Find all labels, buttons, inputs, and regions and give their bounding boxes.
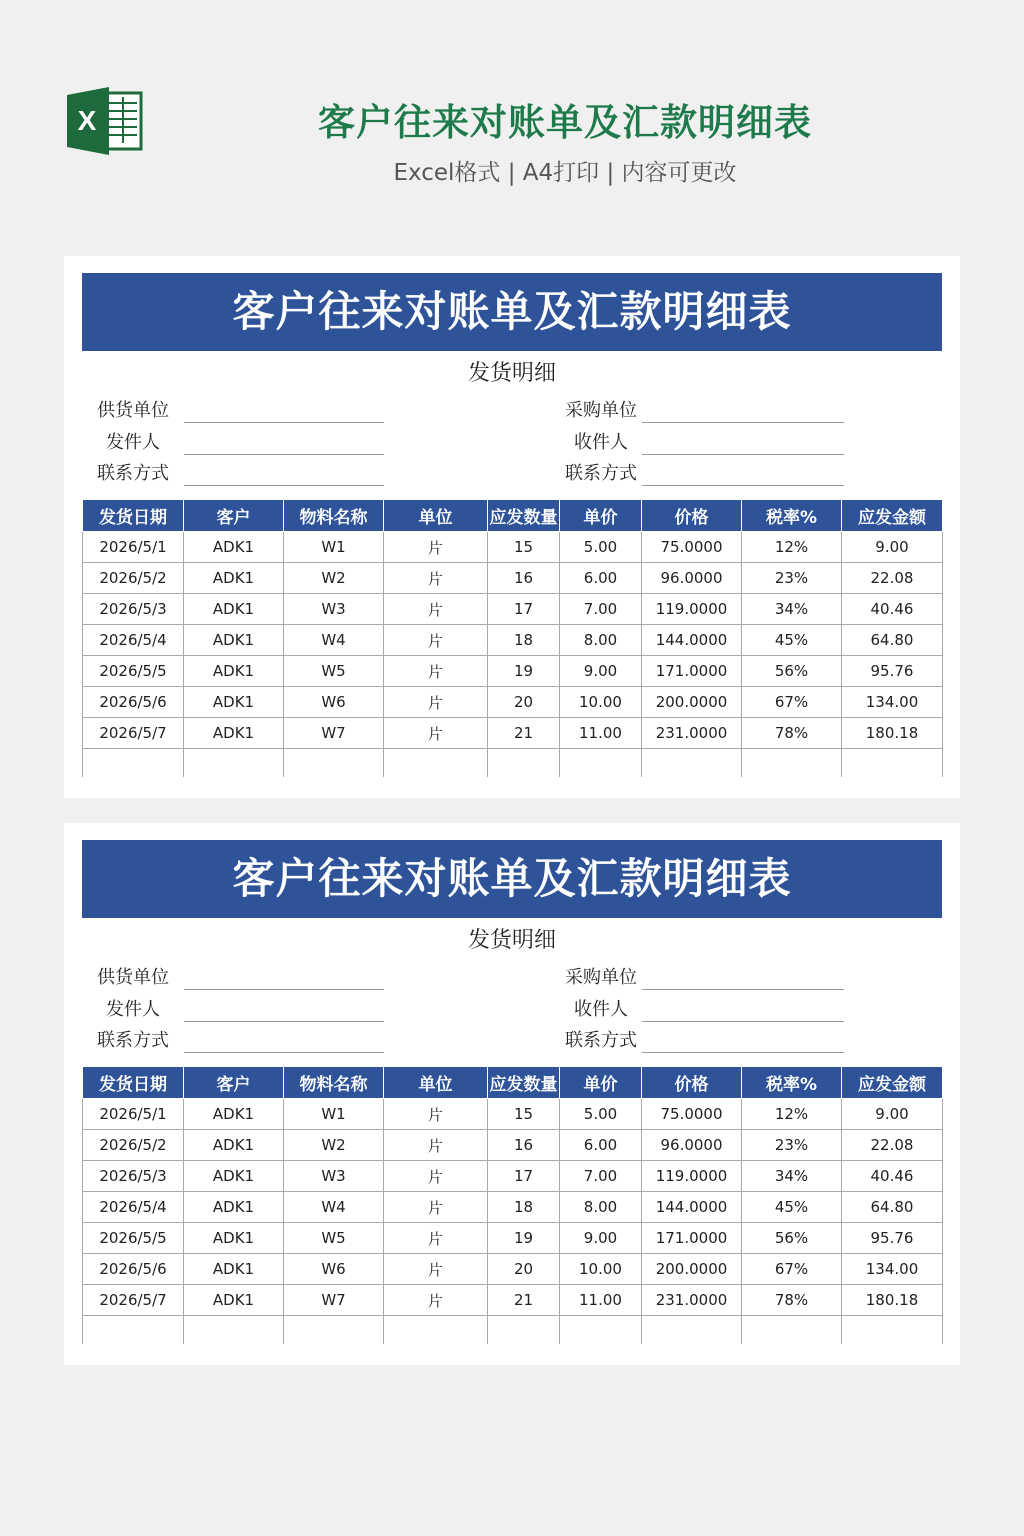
table-cell[interactable]: W6 [284,1254,384,1285]
table-cell[interactable]: 片 [384,656,488,687]
table-row-empty [83,749,943,778]
table-cell[interactable]: W4 [284,625,384,656]
table-row [83,532,943,563]
column-header: 单价 [560,500,642,532]
table-cell[interactable]: 片 [384,1161,488,1192]
table-row [83,718,943,749]
table-cell[interactable]: 片 [384,1099,488,1130]
table-cell[interactable]: W3 [284,594,384,625]
left-field-label: 联系方式 [97,1030,169,1051]
table-cell[interactable]: 16 [488,1130,560,1161]
table-cell[interactable]: 8.00 [560,1192,642,1223]
table-row [83,563,943,594]
table-cell[interactable]: 23% [742,563,842,594]
table-cell[interactable]: 2026/5/3 [83,594,184,625]
table-cell[interactable]: 2026/5/1 [83,1099,184,1130]
table-cell[interactable]: 2026/5/4 [83,1192,184,1223]
table-cell[interactable]: ADK1 [184,625,284,656]
table-cell[interactable] [384,749,488,778]
table-cell[interactable]: 片 [384,1223,488,1254]
table-cell[interactable] [560,1316,642,1345]
excel-logo-letter: X [77,105,97,136]
table-row [83,1130,943,1161]
table-cell[interactable]: 7.00 [560,594,642,625]
table-cell[interactable]: 67% [742,1254,842,1285]
table-cell[interactable]: 11.00 [560,718,642,749]
table-cell[interactable]: 23% [742,1130,842,1161]
table-cell[interactable]: 15 [488,1099,560,1130]
table-cell[interactable] [184,749,284,778]
right-field-input[interactable] [642,422,844,423]
table-cell[interactable]: 18 [488,625,560,656]
table-cell[interactable]: 片 [384,1130,488,1161]
table-cell[interactable]: 45% [742,625,842,656]
table-cell[interactable]: 134.00 [842,687,943,718]
table-cell[interactable]: 片 [384,687,488,718]
table-cell[interactable]: 2026/5/2 [83,1130,184,1161]
table-cell[interactable]: 5.00 [560,532,642,563]
table-cell[interactable]: 12% [742,1099,842,1130]
table-cell[interactable]: 6.00 [560,1130,642,1161]
column-header: 应发金额 [842,500,943,532]
table-cell[interactable]: 片 [384,1285,488,1316]
column-header: 物料名称 [284,500,384,532]
table-cell[interactable]: 2026/5/2 [83,563,184,594]
table-cell[interactable] [560,749,642,778]
table-cell[interactable]: 9.00 [842,532,943,563]
left-field-input[interactable] [184,1021,384,1022]
table-cell[interactable]: 231.0000 [642,1285,742,1316]
column-header: 税率% [742,500,842,532]
left-field-label: 供货单位 [97,967,169,988]
table-row [83,1192,943,1223]
section-title: 发货明细 [467,928,556,953]
table-cell[interactable]: W5 [284,1223,384,1254]
table-cell[interactable]: 片 [384,1254,488,1285]
table-cell[interactable] [842,749,943,778]
table-cell[interactable]: 180.18 [842,718,943,749]
column-header: 客户 [184,1067,284,1099]
table-cell[interactable] [488,1316,560,1345]
table-cell[interactable]: 18 [488,1192,560,1223]
table-cell[interactable]: 片 [384,563,488,594]
table-cell[interactable]: 片 [384,594,488,625]
table-cell[interactable]: 17 [488,594,560,625]
column-header: 应发数量 [488,500,560,532]
table-cell[interactable]: 6.00 [560,563,642,594]
table-cell[interactable]: W1 [284,532,384,563]
right-field-label: 收件人 [574,999,628,1020]
table-cell[interactable]: 144.0000 [642,625,742,656]
table-cell[interactable]: 8.00 [560,625,642,656]
table-cell[interactable]: 2026/5/1 [83,532,184,563]
table-cell[interactable]: ADK1 [184,1130,284,1161]
table-cell[interactable]: 16 [488,563,560,594]
right-field-label: 采购单位 [565,400,637,421]
column-header: 发货日期 [83,500,184,532]
table-cell[interactable]: 21 [488,1285,560,1316]
table-cell[interactable]: 180.18 [842,1285,943,1316]
table-cell[interactable]: W7 [284,1285,384,1316]
table-cell[interactable]: ADK1 [184,563,284,594]
table-cell[interactable]: ADK1 [184,1223,284,1254]
table-row-empty [83,1316,943,1345]
sheet-card [64,256,960,798]
left-field-input[interactable] [184,454,384,455]
table-cell[interactable]: 12% [742,532,842,563]
sheet-card [64,823,960,1365]
table-cell[interactable]: 75.0000 [642,1099,742,1130]
table-cell[interactable] [642,749,742,778]
table-cell[interactable]: 2026/5/7 [83,718,184,749]
column-header: 单位 [384,1067,488,1099]
page-header [0,0,1024,230]
table-cell[interactable]: ADK1 [184,1192,284,1223]
table-cell[interactable]: ADK1 [184,718,284,749]
left-field-input[interactable] [184,1052,384,1053]
table-cell[interactable]: 78% [742,1285,842,1316]
right-field-input[interactable] [642,989,844,990]
left-field-label: 发件人 [106,999,160,1020]
left-field-input[interactable] [184,422,384,423]
table-cell[interactable] [284,1316,384,1345]
table-cell[interactable] [642,1316,742,1345]
table-cell[interactable]: 34% [742,594,842,625]
table-cell[interactable]: 144.0000 [642,1192,742,1223]
table-cell[interactable]: 64.80 [842,625,943,656]
table-cell[interactable]: ADK1 [184,1254,284,1285]
column-header: 发货日期 [83,1067,184,1099]
table-cell[interactable]: 10.00 [560,687,642,718]
right-field-label: 联系方式 [565,463,637,484]
table-cell[interactable]: 96.0000 [642,563,742,594]
table-cell[interactable]: W2 [284,563,384,594]
table-cell[interactable]: 95.76 [842,1223,943,1254]
column-header: 应发数量 [488,1067,560,1099]
table-cell[interactable]: 片 [384,625,488,656]
table-cell[interactable]: ADK1 [184,594,284,625]
table-cell[interactable]: ADK1 [184,687,284,718]
right-field-input[interactable] [642,454,844,455]
table-cell[interactable]: 片 [384,532,488,563]
table-cell[interactable]: 56% [742,656,842,687]
table-row [83,1254,943,1285]
right-field-input[interactable] [642,1052,844,1053]
table-cell[interactable]: 64.80 [842,1192,943,1223]
table-cell[interactable]: 17 [488,1161,560,1192]
table-cell[interactable]: 2026/5/6 [83,1254,184,1285]
left-field-label: 联系方式 [97,463,169,484]
shipment-table [82,1066,943,1344]
table-cell[interactable]: 片 [384,718,488,749]
table-cell[interactable] [488,749,560,778]
table-cell[interactable]: 96.0000 [642,1130,742,1161]
table-cell[interactable]: 7.00 [560,1161,642,1192]
table-cell[interactable]: 10.00 [560,1254,642,1285]
table-cell[interactable]: 75.0000 [642,532,742,563]
table-cell[interactable]: 5.00 [560,1099,642,1130]
left-field-input[interactable] [184,989,384,990]
table-header-row [83,500,943,532]
column-header: 单位 [384,500,488,532]
table-cell[interactable]: 171.0000 [642,1223,742,1254]
table-header-row [83,1067,943,1099]
right-field-label: 采购单位 [565,967,637,988]
table-row [83,1285,943,1316]
table-cell[interactable] [83,749,184,778]
table-cell[interactable]: 19 [488,1223,560,1254]
table-cell[interactable]: 200.0000 [642,1254,742,1285]
table-cell[interactable]: 11.00 [560,1285,642,1316]
table-cell[interactable] [184,1316,284,1345]
table-cell[interactable] [384,1316,488,1345]
table-cell[interactable] [83,1316,184,1345]
table-cell[interactable]: W5 [284,656,384,687]
table-cell[interactable]: 9.00 [560,1223,642,1254]
table-cell[interactable]: 56% [742,1223,842,1254]
table-cell[interactable]: 34% [742,1161,842,1192]
table-cell[interactable]: ADK1 [184,532,284,563]
right-field-label: 收件人 [574,432,628,453]
table-cell[interactable]: 20 [488,687,560,718]
table-cell[interactable]: W6 [284,687,384,718]
column-header: 单价 [560,1067,642,1099]
page-title: 客户往来对账单及汇款明细表 [318,101,812,144]
table-cell[interactable]: 19 [488,656,560,687]
table-cell[interactable]: ADK1 [184,656,284,687]
table-cell[interactable]: ADK1 [184,1099,284,1130]
right-field-label: 联系方式 [565,1030,637,1051]
table-cell[interactable] [742,749,842,778]
page-subtitle: Excel格式 | A4打印 | 内容可更改 [393,160,737,186]
table-row [83,1161,943,1192]
left-field-input[interactable] [184,485,384,486]
table-cell[interactable]: 2026/5/6 [83,687,184,718]
table-cell[interactable]: 119.0000 [642,594,742,625]
column-header: 应发金额 [842,1067,943,1099]
table-cell[interactable]: 9.00 [842,1099,943,1130]
table-cell[interactable]: 134.00 [842,1254,943,1285]
table-cell[interactable]: 22.08 [842,563,943,594]
shipment-table [82,499,943,777]
table-cell[interactable]: W4 [284,1192,384,1223]
table-cell[interactable]: 231.0000 [642,718,742,749]
table-cell[interactable]: 15 [488,532,560,563]
table-cell[interactable]: 78% [742,718,842,749]
table-cell[interactable]: 67% [742,687,842,718]
table-cell[interactable]: 20 [488,1254,560,1285]
excel-icon [67,87,143,155]
sheet-banner-title: 客户往来对账单及汇款明细表 [82,840,942,918]
table-cell[interactable] [742,1316,842,1345]
column-header: 税率% [742,1067,842,1099]
table-cell[interactable]: 119.0000 [642,1161,742,1192]
table-cell[interactable]: 片 [384,1192,488,1223]
table-cell[interactable]: 2026/5/5 [83,1223,184,1254]
table-cell[interactable]: W3 [284,1161,384,1192]
section-title: 发货明细 [467,361,556,386]
table-cell[interactable]: 171.0000 [642,656,742,687]
table-cell[interactable]: 2026/5/4 [83,625,184,656]
table-cell[interactable]: W7 [284,718,384,749]
table-cell[interactable]: ADK1 [184,1285,284,1316]
table-row [83,1099,943,1130]
table-cell[interactable]: 9.00 [560,656,642,687]
table-cell[interactable]: 22.08 [842,1130,943,1161]
table-row [83,1223,943,1254]
table-row [83,656,943,687]
right-field-input[interactable] [642,1021,844,1022]
table-cell[interactable]: W1 [284,1099,384,1130]
table-cell[interactable]: 200.0000 [642,687,742,718]
column-header: 价格 [642,1067,742,1099]
table-row [83,625,943,656]
column-header: 客户 [184,500,284,532]
table-cell[interactable]: W2 [284,1130,384,1161]
table-cell[interactable]: ADK1 [184,1161,284,1192]
left-field-label: 供货单位 [97,400,169,421]
table-cell[interactable]: 40.46 [842,1161,943,1192]
column-header: 物料名称 [284,1067,384,1099]
table-cell[interactable]: 95.76 [842,656,943,687]
table-row [83,687,943,718]
sheet-banner-title: 客户往来对账单及汇款明细表 [82,273,942,351]
left-field-label: 发件人 [106,432,160,453]
table-cell[interactable]: 2026/5/3 [83,1161,184,1192]
column-header: 价格 [642,500,742,532]
table-cell[interactable] [842,1316,943,1345]
table-cell[interactable]: 45% [742,1192,842,1223]
table-cell[interactable]: 2026/5/5 [83,656,184,687]
table-cell[interactable]: 21 [488,718,560,749]
table-cell[interactable]: 40.46 [842,594,943,625]
table-cell[interactable]: 2026/5/7 [83,1285,184,1316]
right-field-input[interactable] [642,485,844,486]
table-cell[interactable] [284,749,384,778]
table-row [83,594,943,625]
